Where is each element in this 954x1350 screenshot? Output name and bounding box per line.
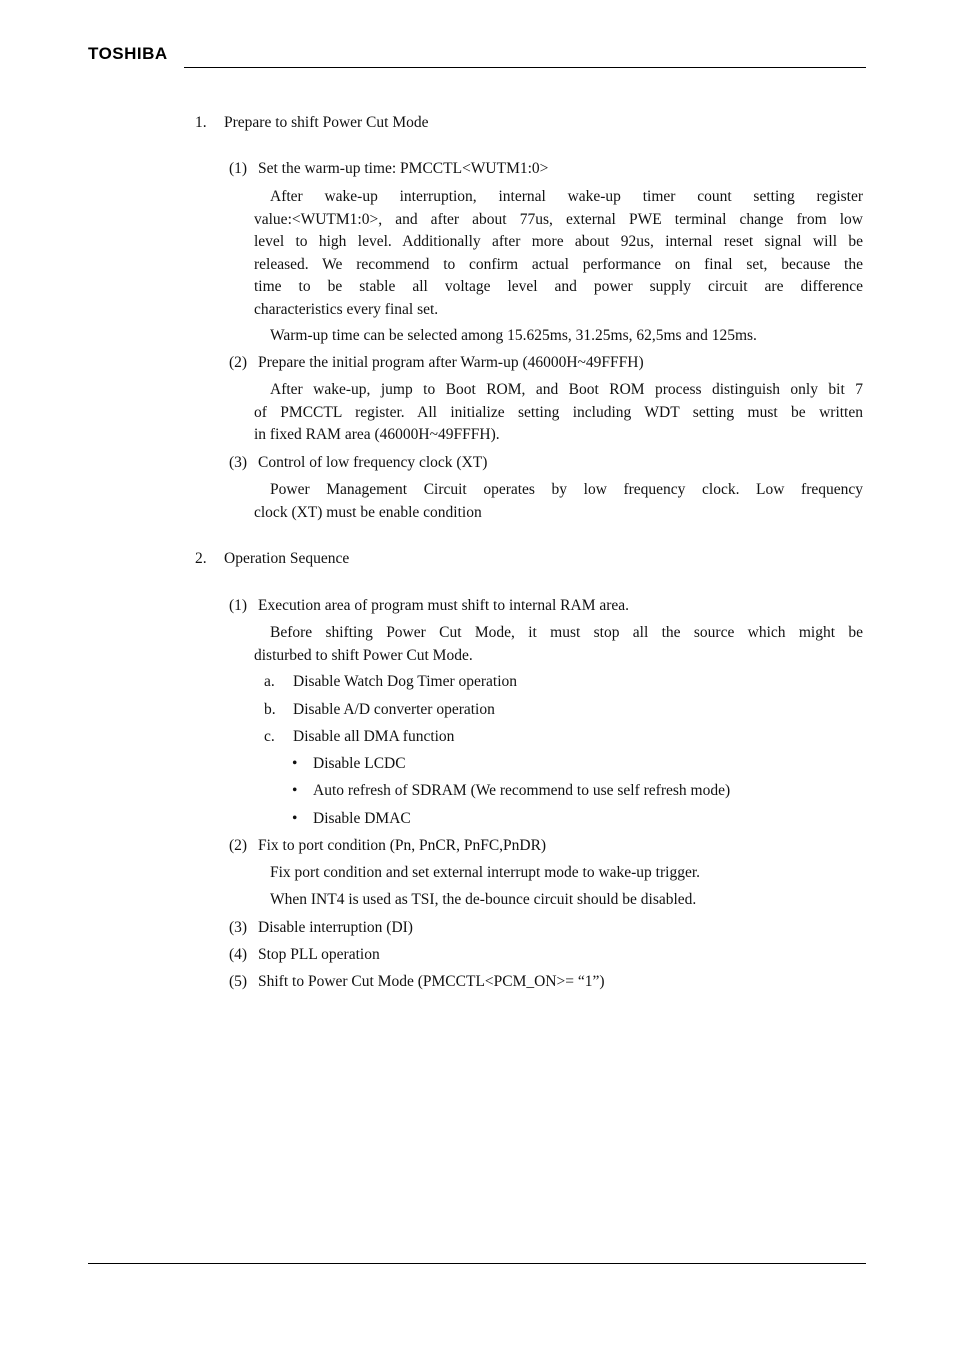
- paragraph-line: level to high level. Additionally after more about 92us, internal reset signal will be: [254, 233, 863, 250]
- item-1-2-number: (2): [229, 354, 248, 371]
- footer-rule: [88, 1263, 866, 1264]
- section-1-title: Prepare to shift Power Cut Mode: [224, 114, 429, 131]
- sub-item-c-letter: c.: [264, 728, 275, 745]
- item-1-1-note: Warm-up time can be selected among 15.625ms, 31.25ms, 62,5ms and 125ms.: [270, 327, 757, 344]
- sub-item-c-text: Disable all DMA function: [293, 728, 455, 745]
- item-2-4-number: (4): [229, 946, 248, 963]
- paragraph-line: Power Management Circuit operates by low frequency clock. Low frequency: [270, 481, 863, 498]
- item-2-2-paragraph-1: Fix port condition and set external interrupt mode to wake-up trigger.: [270, 864, 701, 881]
- paragraph-line: clock (XT) must be enable condition: [254, 503, 482, 521]
- header-rule: [184, 67, 866, 68]
- bullet-icon: •: [292, 755, 298, 772]
- paragraph-line: time to be stable all voltage level and power supply circuit are difference: [254, 278, 863, 295]
- paragraph-line: in fixed RAM area (46000H~49FFFH).: [254, 426, 500, 443]
- bullet-icon: •: [292, 810, 298, 827]
- section-2-number: 2.: [195, 550, 207, 567]
- item-2-5-title: Shift to Power Cut Mode (PMCCTL<PCM_ON>= “1”): [258, 973, 605, 990]
- paragraph-line: Before shifting Power Cut Mode, it must stop all the source which might be: [270, 624, 863, 641]
- paragraph-line: characteristics every final set.: [254, 300, 439, 318]
- item-2-1-paragraph: [254, 622, 863, 667]
- item-2-1-title: Execution area of program must shift to internal RAM area.: [258, 597, 630, 614]
- item-2-3-number: (3): [229, 919, 248, 936]
- paragraph-line: disturbed to shift Power Cut Mode.: [254, 646, 473, 664]
- item-1-3-paragraph: [254, 479, 863, 524]
- item-1-1-number: (1): [229, 160, 248, 177]
- sub-item-b-letter: b.: [264, 701, 276, 718]
- section-1-number: 1.: [195, 114, 207, 131]
- item-1-3-number: (3): [229, 454, 248, 471]
- sub-item-a-letter: a.: [264, 673, 275, 690]
- item-2-2-title: Fix to port condition (Pn, PnCR, PnFC,PnDR): [258, 837, 547, 854]
- item-1-2-paragraph: [254, 379, 863, 447]
- item-2-4-title: Stop PLL operation: [258, 946, 380, 963]
- item-1-3-title: Control of low frequency clock (XT): [258, 454, 488, 471]
- item-2-5-number: (5): [229, 973, 248, 990]
- item-1-1-title: Set the warm-up time: PMCCTL<WUTM1:0>: [258, 160, 549, 177]
- item-1-1-paragraph: [254, 186, 863, 321]
- bullet-icon: •: [292, 782, 298, 799]
- paragraph-line: released. We recommend to confirm actual performance on final set, because the: [254, 255, 863, 273]
- item-2-1-number: (1): [229, 597, 248, 614]
- sub-item-a-text: Disable Watch Dog Timer operation: [293, 673, 518, 690]
- item-2-2-number: (2): [229, 837, 248, 854]
- section-2-title: Operation Sequence: [224, 550, 350, 567]
- bullet-item: Disable LCDC: [313, 755, 406, 772]
- item-2-2-paragraph-2: When INT4 is used as TSI, the de-bounce circuit should be disabled.: [270, 891, 697, 908]
- bullet-item: Disable DMAC: [313, 810, 411, 827]
- paragraph-line: of PMCCTL register. All initialize setting including WDT setting must be written: [254, 403, 863, 421]
- item-1-2-title: Prepare the initial program after Warm-up (46000H~49FFFH): [258, 354, 644, 371]
- toshiba-logo: TOSHIBA: [88, 44, 168, 63]
- sub-item-b-text: Disable A/D converter operation: [293, 701, 495, 718]
- item-2-3-title: Disable interruption (DI): [258, 919, 413, 936]
- paragraph-line: After wake-up, jump to Boot ROM, and Boot ROM process distinguish only bit 7: [270, 381, 863, 398]
- paragraph-line: value:<WUTM1:0>, and after about 77us, external PWE terminal change from low: [254, 210, 863, 228]
- paragraph-line: After wake-up interruption, internal wake-up timer count setting register: [270, 188, 863, 205]
- bullet-item: Auto refresh of SDRAM (We recommend to use self refresh mode): [313, 782, 731, 799]
